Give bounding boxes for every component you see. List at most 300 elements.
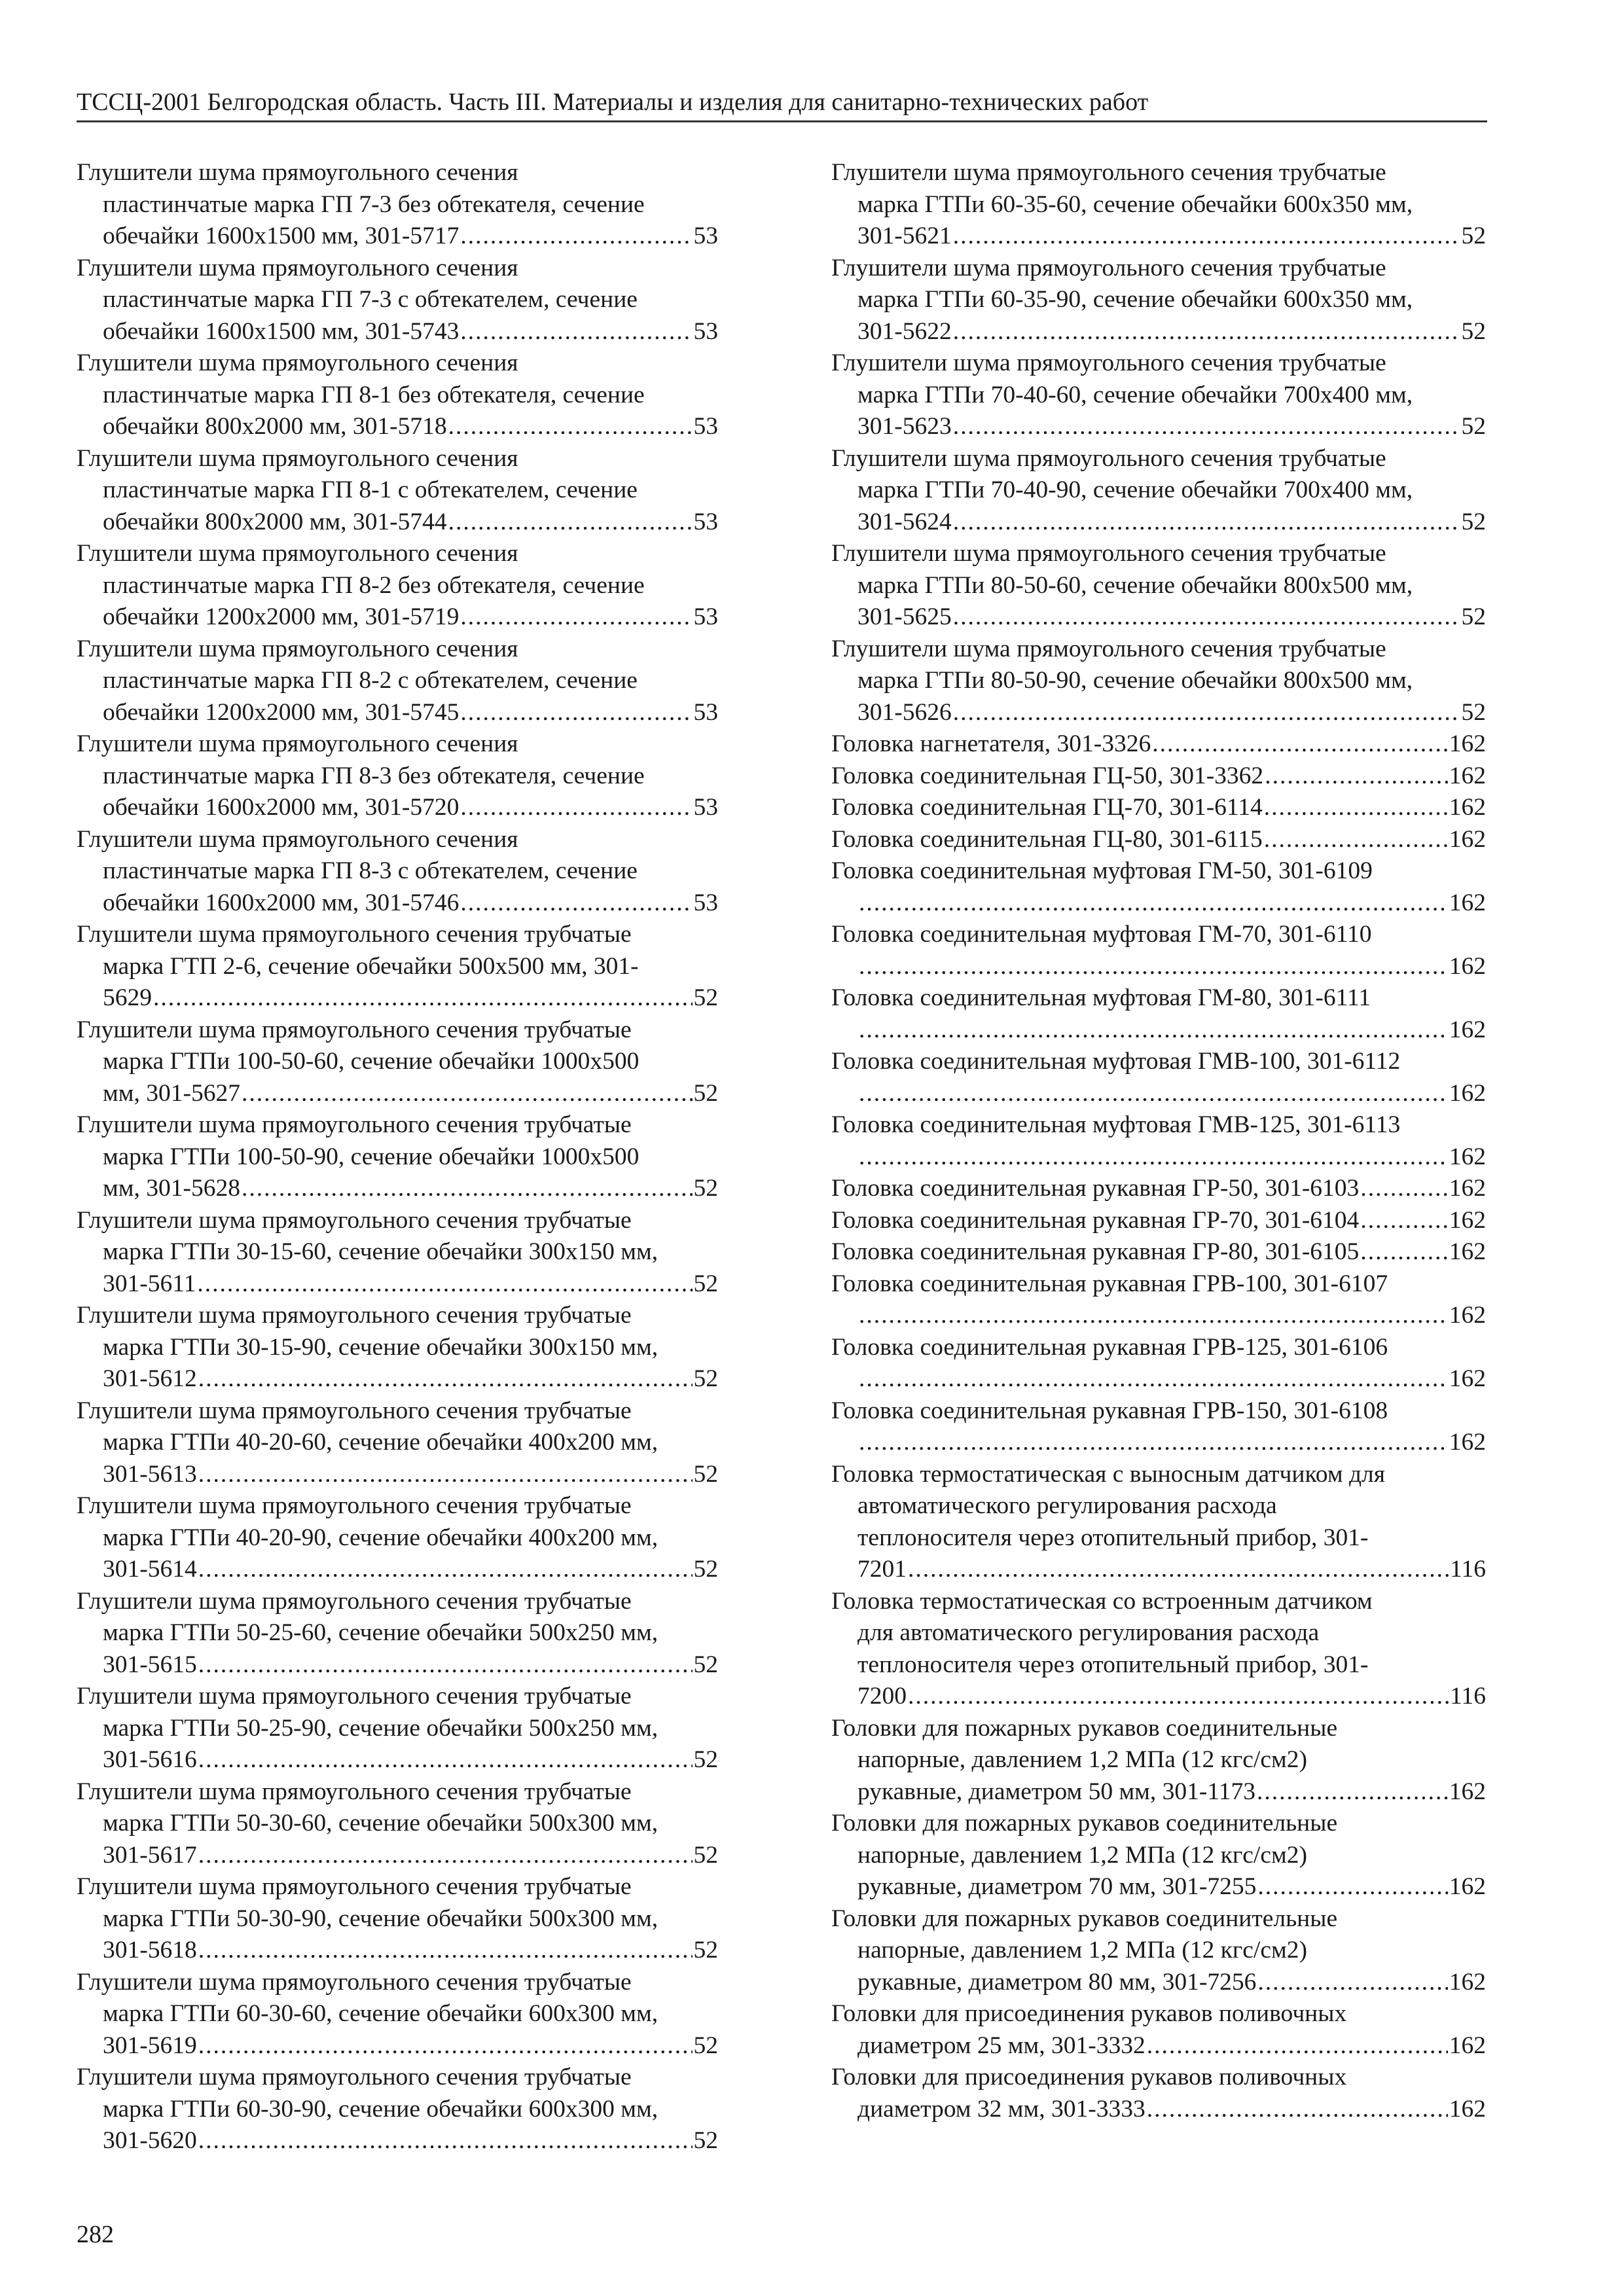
index-entry-page: 162 [1449,1175,1486,1202]
index-entry-text: 301-5623 [857,413,952,440]
index-entry [77,728,718,824]
index-entry-page: 52 [693,1365,718,1392]
index-entry [831,2062,1486,2125]
dot-leader [1257,1776,1448,1808]
index-entry-line [77,1014,718,1047]
index-entry [831,1459,1486,1586]
dot-leader [859,1427,1448,1459]
index-entry [77,1586,718,1681]
index-entry [77,2062,718,2157]
index-entry-page: 162 [1449,1873,1486,1900]
index-entry [831,792,1486,824]
index-entry [77,1681,718,1776]
index-entry-line [77,665,718,697]
index-entry [77,1490,718,1586]
dot-leader [859,1141,1448,1174]
index-entry-line [831,1554,1486,1586]
index-entry-line [77,951,718,983]
index-entry-line [831,157,1486,189]
index-entry-line [831,1776,1486,1808]
index-entry-line [831,1935,1486,1967]
index-entry-page: 52 [693,1841,718,1869]
index-entry [77,1014,718,1110]
index-entry-line [77,1078,718,1110]
index-entry-text: марка ГТПи 60-30-90, сечение обечайки 600х300 мм, [103,2095,659,2123]
index-entry-text: Головка термостатическая со встроенным датчиком [831,1587,1373,1615]
index-entry-text: марка ГТПи 70-40-60, сечение обечайки 700х400 мм, [857,381,1413,408]
index-entry-text: Глушители шума прямоугольного сечения трубчатые [831,635,1386,662]
index-entry-text: пластинчатые марка ГП 7-3 без обтекателя, сечение [103,190,645,218]
index-entry-page: 53 [693,223,718,249]
index-entry-line [831,443,1486,475]
index-entry [831,1713,1486,1808]
index-entry-text: марка ГТПи 80-50-90, сечение обечайки 800х500 мм, [857,667,1413,694]
index-entry-page: 162 [1449,2032,1486,2059]
index-entry-text: Глушители шума прямоугольного сечения [77,635,518,662]
index-entry-page: 116 [1450,1556,1486,1583]
index-entry-line [831,221,1486,253]
index-entry-text: Глушители шума прямоугольного сечения трубчатые [77,1683,632,1710]
index-entry-line [831,1173,1486,1205]
index-entry-text: мм, 301-5628 [103,1175,240,1202]
index-entry-line [77,1363,718,1395]
dot-leader [153,982,693,1014]
index-entry-text: диаметром 32 мм, 301-3333 [857,2095,1146,2123]
index-entry-text: обечайки 1600х1500 мм, 301-5743 [103,317,460,345]
index-entry-page: 52 [1461,317,1486,345]
index-entry-text: обечайки 800х2000 мм, 301-5744 [103,508,447,535]
index-entry [77,1300,718,1395]
index-entry-line [831,1427,1486,1459]
index-entry-line [77,1617,718,1649]
index-entry-text: марка ГТПи 100-50-90, сечение обечайки 1000х500 [103,1143,640,1170]
index-entry-page: 53 [693,698,718,726]
index-entry-page: 162 [1449,1206,1486,1234]
index-entry [831,348,1486,443]
index-entry-line [831,1840,1486,1872]
dot-leader [460,792,692,824]
index-entry-line [77,1744,718,1776]
index-entry-text: Глушители шума прямоугольного сечения трубчатые [77,921,632,948]
dot-leader [1147,2030,1448,2062]
index-entry-text: 301-5613 [103,1460,197,1488]
index-entry-line [77,1173,718,1205]
dot-leader [460,697,692,729]
index-entry-page: 52 [693,2032,718,2059]
index-entry-text: марка ГТПи 60-30-60, сечение обечайки 600х300 мм, [103,2000,659,2027]
index-entry-line [77,507,718,539]
index-entry-page: 52 [693,1651,718,1678]
index-entry-page: 162 [1449,889,1486,916]
dot-leader [953,507,1460,539]
index-entry-line [831,1459,1486,1491]
index-entry-text: автоматического регулирования расхода [857,1492,1277,1519]
index-entry-text: Головка соединительная рукавная ГР-50, 301-6103 [831,1175,1360,1202]
index-entry-text: пластинчатые марка ГП 7-3 с обтекателем, сечение [103,286,638,313]
dot-leader [198,1744,693,1776]
index-entry-text: пластинчатые марка ГП 8-1 с обтекателем, сечение [103,476,638,503]
index-entry-line [831,982,1486,1014]
index-entry-text: Глушители шума прямоугольного сечения [77,159,518,186]
dot-leader [1360,1173,1447,1205]
dot-leader [197,1268,692,1300]
index-entry-line [831,1713,1486,1745]
index-entry-line [831,1649,1486,1681]
index-entry-text: напорные, давлением 1,2 МПа (12 кгс/см2) [857,1937,1307,1964]
index-entry-page: 162 [1449,762,1486,789]
index-entry-text: Глушители шума прямоугольного сечения трубчатые [77,1778,632,1805]
index-entry-text: пластинчатые марка ГП 8-3 без обтекателя, сечение [103,762,645,789]
dot-leader [448,411,693,443]
index-entry-text: марка ГТПи 30-15-60, сечение обечайки 300х150 мм, [103,1238,659,1265]
index-entry-line [77,1395,718,1427]
index-entry [77,253,718,348]
index-entry-line [831,1300,1486,1332]
index-entry-line [831,1236,1486,1268]
dot-leader [198,1935,693,1967]
index-entry-text: Глушители шума прямоугольного сечения трубчатые [77,1397,632,1424]
index-entry-line [831,634,1486,666]
index-entry-text: марка ГТПи 50-25-60, сечение обечайки 500х250 мм, [103,1619,659,1646]
index-entry-line [831,1332,1486,1364]
index-entry-line [77,1649,718,1681]
index-entry-line [77,888,718,920]
index-entry-line [831,1522,1486,1554]
index-entry-page: 162 [1449,730,1486,757]
index-entry-text: 301-5620 [103,2127,197,2154]
index-entry-text: Головка соединительная рукавная ГР-80, 301-6105 [831,1238,1360,1265]
index-entry-text: Головка соединительная муфтовая ГМВ-100, 301-6112 [831,1048,1401,1075]
index-entry-text: марка ГТПи 30-15-90, сечение обечайки 300х150 мм, [103,1333,659,1361]
index-entry-text: Головка соединительная рукавная ГРВ-150, 301-6108 [831,1397,1388,1424]
index-entry-page: 162 [1449,1238,1486,1265]
index-entry-page: 52 [693,1175,718,1202]
index-entry [831,538,1486,634]
index-entry-text: 7200 [857,1683,907,1710]
dot-leader [1265,761,1448,793]
dot-leader [908,1554,1449,1586]
index-entry-line [831,2030,1486,2062]
dot-leader [198,1363,693,1395]
dot-leader [1264,824,1448,856]
index-entry-line [77,348,718,380]
dot-leader [198,1554,693,1586]
index-entry-text: рукавные, диаметром 70 мм, 301-7255 [857,1873,1257,1900]
index-entry-text: Головка соединительная рукавная ГР-70, 301-6104 [831,1206,1360,1234]
dot-leader [953,221,1460,253]
index-entry-text: Глушители шума прямоугольного сечения трубчатые [77,1206,632,1234]
index-entry-page: 52 [1461,698,1486,726]
index-entry-text: марка ГТПи 40-20-90, сечение обечайки 400х200 мм, [103,1524,659,1551]
index-entry-line [831,761,1486,793]
index-entry-page: 52 [693,1079,718,1107]
dot-leader [198,2030,693,2062]
index-entry-page: 162 [1449,825,1486,853]
dot-leader [953,316,1460,348]
index-entry-line [831,1903,1486,1935]
index-entry-line [77,634,718,666]
index-entry-line [831,1681,1486,1713]
index-entry-line [77,1300,718,1332]
index-entry-page: 52 [693,1746,718,1773]
index-entry-text: Глушители шума прямоугольного сечения [77,254,518,281]
dot-leader [1360,1205,1447,1237]
index-entry-line [831,1967,1486,1999]
index-entry-line [77,601,718,634]
index-entry-text: Глушители шума прямоугольного сечения [77,350,518,376]
index-entry-text: марка ГТПи 40-20-60, сечение обечайки 400х200 мм, [103,1429,659,1456]
index-entry-line [77,189,718,221]
dot-leader [460,316,692,348]
index-entry-text: обечайки 1200х2000 мм, 301-5745 [103,698,460,726]
index-entry-text: марка ГТПи 60-35-90, сечение обечайки 600х350 мм, [857,286,1413,313]
index-entry-text: Глушители шума прямоугольного сечения трубчатые [831,350,1386,376]
index-entry-text: Глушители шума прямоугольного сечения трубчатые [77,2064,632,2090]
index-entry-page: 52 [1461,603,1486,630]
index-entry-page: 162 [1449,1079,1486,1107]
page-header [77,86,1487,122]
index-entry-text: мм, 301-5627 [103,1079,240,1107]
index-entry-line [831,1395,1486,1427]
index-entry-text: рукавные, диаметром 80 мм, 301-7256 [857,1968,1257,1996]
dot-leader [953,411,1460,443]
dot-leader [242,1173,693,1205]
index-entry-page: 162 [1449,952,1486,980]
index-entry-page: 52 [693,1270,718,1297]
index-entry [831,761,1486,793]
index-entry-text: Глушители шума прямоугольного сечения трубчатые [77,1111,632,1138]
index-entry [831,919,1486,982]
index-entry-text: Головка соединительная муфтовая ГМ-80, 301-6111 [831,984,1371,1011]
index-entry-text: пластинчатые марка ГП 8-2 с обтекателем, сечение [103,667,638,694]
dot-leader [859,1014,1448,1047]
index-entry-text: 301-5615 [103,1651,197,1678]
index-entry-text: Головка нагнетателя, 301-3326 [831,730,1151,757]
index-entry-line [77,1459,718,1491]
index-entry-text: 301-5618 [103,1937,197,1964]
dot-leader [953,601,1460,634]
index-entry [831,157,1486,253]
index-entry-page: 53 [693,603,718,630]
index-entry [831,1395,1486,1459]
index-entry [831,1268,1486,1332]
dot-leader [859,1300,1448,1332]
index-entry-line [831,1109,1486,1141]
index-entry-page: 52 [1461,223,1486,249]
index-entry-line [831,2094,1486,2126]
index-entry-line [77,1903,718,1935]
index-entry-line [831,728,1486,761]
index-entry-line [77,316,718,348]
index-entry [77,634,718,729]
index-entry [831,1236,1486,1268]
index-entry-line [831,316,1486,348]
dot-leader [198,1459,693,1491]
index-entry-line [77,1967,718,1999]
index-entry-line [77,855,718,888]
index-entry-line [77,2094,718,2126]
index-entry-line [77,1586,718,1618]
index-entry-line [77,443,718,475]
index-entry-line [77,728,718,761]
index-entry-line [77,221,718,253]
index-entry-page: 52 [693,1937,718,1964]
index-entry-text: 301-5612 [103,1365,197,1392]
index-entry-text: Глушители шума прямоугольного сечения трубчатые [831,444,1386,472]
index-entry-line [831,1205,1486,1237]
index-entry-line [831,824,1486,856]
index-entry [831,1808,1486,1903]
index-entry-text: пластинчатые марка ГП 8-1 без обтекателя, сечение [103,381,645,408]
index-entry-line [831,1617,1486,1649]
index-entry-page: 53 [693,794,718,821]
index-entry-text: марка ГТПи 50-25-90, сечение обечайки 500х250 мм, [103,1714,659,1742]
index-entry-text: 7201 [857,1556,907,1583]
dot-leader [1264,792,1448,824]
index-entry-line [77,982,718,1014]
index-entry-text: 301-5614 [103,1556,197,1583]
index-entry-text: 301-5611 [103,1270,196,1297]
index-entry-text: 301-5617 [103,1841,197,1869]
index-entry-text: обечайки 800х2000 мм, 301-5718 [103,413,447,440]
index-entry-page: 162 [1449,1016,1486,1043]
index-entry-page: 162 [1449,1143,1486,1170]
index-entry [77,157,718,253]
index-entry-line [77,1490,718,1522]
index-entry-text: Глушители шума прямоугольного сечения трубчатые [831,159,1386,186]
index-entry-text: Глушители шума прямоугольного сечения трубчатые [77,1016,632,1043]
index-entry-line [77,1998,718,2030]
index-entry [831,1903,1486,1999]
index-entry [77,1395,718,1491]
index-entry-text: марка ГТПи 50-30-60, сечение обечайки 500х300 мм, [103,1810,659,1837]
index-entry-line [831,1808,1486,1840]
index-entry-line [831,665,1486,697]
index-entry-text: Головка соединительная муфтовая ГМ-50, 301-6109 [831,857,1373,884]
index-entry-line [831,2062,1486,2094]
index-entry-text: обечайки 1600х2000 мм, 301-5720 [103,794,460,821]
index-entry-line [77,1776,718,1808]
index-entry-page: 162 [1449,794,1486,821]
index-entry-line [831,792,1486,824]
index-entry-line [77,538,718,570]
index-entry-line [831,1141,1486,1174]
index-entry [831,1998,1486,2062]
index-entry-text: марка ГТПи 100-50-60, сечение обечайки 1000х500 [103,1048,640,1075]
index-entry-text: Головки для присоединения рукавов поливочных [831,2000,1347,2027]
index-entry-line [831,1363,1486,1395]
index-entry-line [831,380,1486,412]
index-entry-text: Глушители шума прямоугольного сечения [77,540,518,567]
index-entry-text: Головка соединительная ГЦ-50, 301-3362 [831,762,1264,789]
dot-leader [460,888,692,920]
index-entry [77,443,718,539]
index-entry-line [831,888,1486,920]
index-entry-text: Глушители шума прямоугольного сечения трубчатые [831,254,1386,281]
index-entry-line [831,253,1486,285]
index-entry [831,1205,1486,1237]
index-entry-text: марка ГТПи 50-30-90, сечение обечайки 500х300 мм, [103,1905,659,1932]
index-entry-text: марка ГТПи 70-40-90, сечение обечайки 700х400 мм, [857,476,1413,503]
index-entry-page: 53 [693,508,718,535]
dot-leader [198,1649,693,1681]
index-entry-text: Глушители шума прямоугольного сечения трубчатые [77,1302,632,1329]
dot-leader [198,2125,693,2157]
index-entry-line [77,157,718,189]
index-entry-text: Глушители шума прямоугольного сечения [77,825,518,853]
index-entry-text: Головка соединительная ГЦ-80, 301-6115 [831,825,1263,853]
index-entry-page: 52 [693,1460,718,1488]
index-entry-line [77,2062,718,2094]
index-entry [831,855,1486,919]
index-entry-text: Глушители шума прямоугольного сечения трубчатые [77,1968,632,1996]
index-entry-line [77,475,718,507]
index-entry [77,1776,718,1872]
index-entry-line [77,1141,718,1174]
index-entry-line [77,792,718,824]
index-entry-text: Головка соединительная рукавная ГРВ-125, 301-6106 [831,1333,1388,1361]
index-entry [77,1967,718,2062]
index-entry-text: теплоносителя через отопительный прибор, 301- [857,1524,1369,1551]
index-entry-text: Глушители шума прямоугольного сечения [77,444,518,472]
index-entry [77,919,718,1014]
index-entry-text: Головки для пожарных рукавов соединительные [831,1905,1338,1932]
index-entry [831,824,1486,856]
index-entry-text: теплоносителя через отопительный прибор, 301- [857,1651,1369,1678]
index-entry-line [831,411,1486,443]
index-entry-page: 162 [1449,1429,1486,1456]
index-entry-text: Головка соединительная муфтовая ГМ-70, 301-6110 [831,921,1372,948]
index-entry [77,348,718,443]
index-entry-line [77,1554,718,1586]
index-entry-line [77,1236,718,1268]
index-entry-text: марка ГТПи 80-50-60, сечение обечайки 800х500 мм, [857,571,1413,599]
index-entry-text: 301-5626 [857,698,952,726]
index-entry-text: 301-5622 [857,317,952,345]
index-entry-line [77,1713,718,1745]
index-entry-line [77,1332,718,1364]
index-entry [831,1046,1486,1109]
index-entry-text: обечайки 1600х1500 мм, 301-5717 [103,223,460,249]
index-entry-line [77,1522,718,1554]
index-entry-page: 53 [693,413,718,440]
index-entry-page: 52 [693,984,718,1011]
index-entry-line [831,919,1486,951]
index-entry-text: Головки для пожарных рукавов соединительные [831,1714,1338,1742]
index-entry-text: 301-5619 [103,2032,197,2059]
index-entry-text: Головки для присоединения рукавов поливочных [831,2064,1347,2090]
index-entry-line [77,2030,718,2062]
index-entry-text: Глушители шума прямоугольного сечения [77,730,518,757]
index-entry-line [831,697,1486,729]
dot-leader [1257,1871,1447,1903]
index-entry-text: Глушители шума прямоугольного сечения трубчатые [831,540,1386,567]
index-entry [831,1173,1486,1205]
index-entry-line [77,1681,718,1713]
index-entry-text: пластинчатые марка ГП 8-3 с обтекателем, сечение [103,857,638,884]
index-entry-text: Головка соединительная ГЦ-70, 301-6114 [831,794,1263,821]
index-entry-line [831,1078,1486,1110]
page-number: 282 [77,2221,114,2248]
dot-leader [859,1363,1448,1395]
index-entry [77,824,718,920]
index-entry [831,634,1486,729]
index-entry-line [77,697,718,729]
index-entry [831,982,1486,1046]
dot-leader [448,507,693,539]
index-entry [77,1109,718,1205]
index-entry-line [77,1871,718,1903]
